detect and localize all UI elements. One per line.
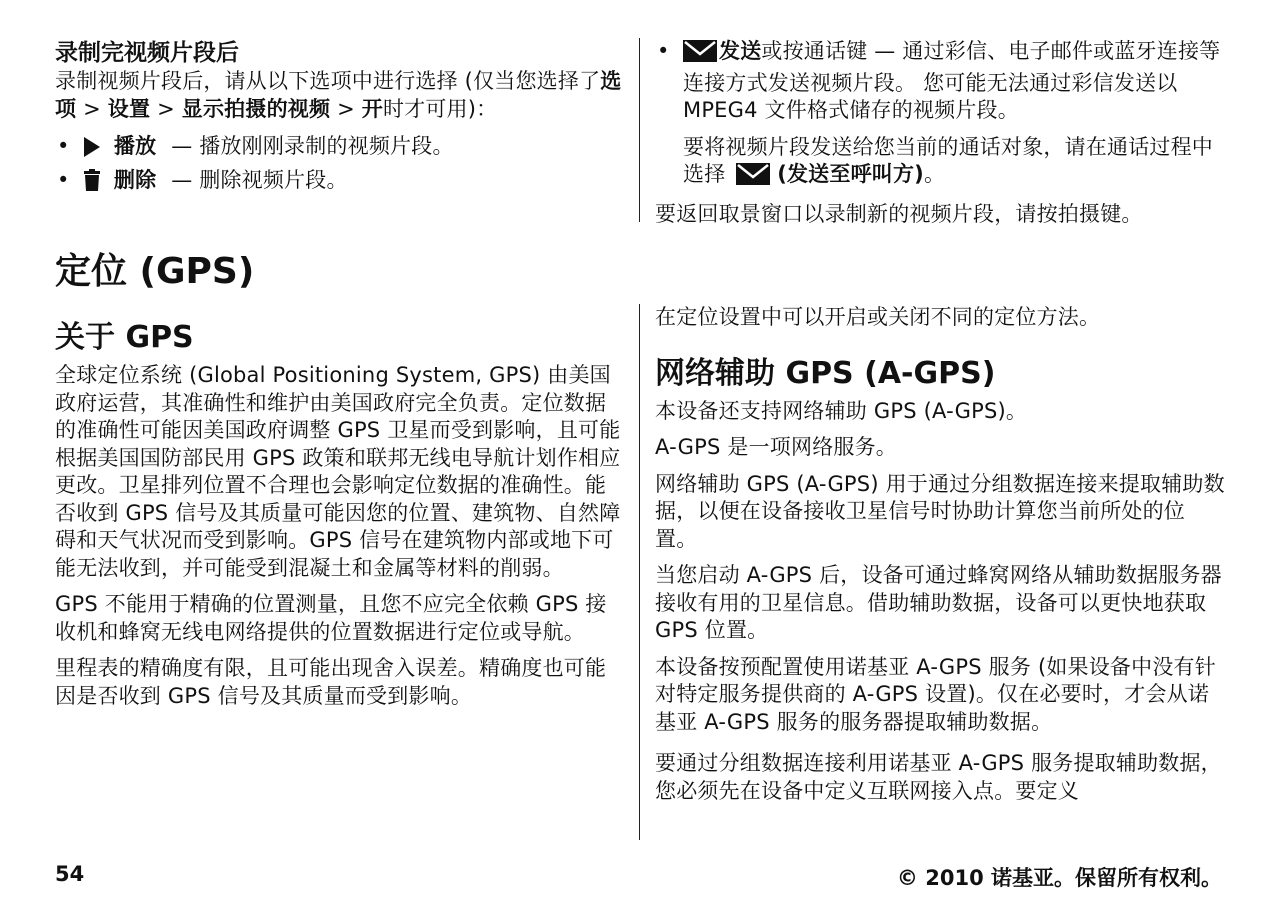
bullet: • (57, 167, 70, 192)
send-in-call-text (655, 134, 1227, 193)
paragraph: 网络辅助 GPS (A-GPS) 用于通过分组数据连接来提取辅助数据，以便在设备接收卫星信号时协助计算您当前所处的位置。 (655, 471, 1225, 551)
section-heading: 网络辅助 GPS (A-GPS) (655, 355, 996, 391)
delete-description: — 删除视频片段。 (171, 167, 348, 192)
path-on: 开 (361, 96, 383, 121)
call-end: 。 (923, 162, 946, 186)
path-separator: > (157, 96, 175, 121)
intro-part1: 录制视频片段后，请从以下选项中进行选择 (仅当您选择了 (55, 69, 601, 93)
play-label: 播放 (113, 134, 157, 158)
paragraph: 本设备按预配置使用诺基亚 A-GPS 服务 (如果设备中没有针对特定服务提供商的 A-GPS 设置)。仅在必要时，才会从诺基亚 A-GPS 服务的服务器提取辅助数据。 (655, 654, 1216, 734)
send-options-section (655, 38, 1227, 228)
call-part1: 要将视频片段发送给您当前的通话对象，请在通话过程中选择 (683, 134, 1213, 186)
list-item-delete (55, 167, 627, 199)
about-gps-section (55, 318, 627, 710)
play-description: — 播放刚刚录制的视频片段。 (171, 134, 454, 158)
path-settings: 设置 (107, 96, 151, 121)
envelope-icon (736, 163, 770, 193)
copyright: © 2010 诺基亚。保留所有权利。 (896, 866, 1222, 890)
return-text: 要返回取景窗口以录制新的视频片段，请按拍摄键。 (655, 201, 1143, 226)
delete-label: 删除 (113, 167, 157, 192)
paragraph: 本设备还支持网络辅助 GPS (A-GPS)。 (655, 398, 1028, 423)
paragraph: 全球定位系统 (Global Positioning System, GPS) 由美国政府运营，其准确性和维护由美国政府完全负责。定位数据的准确性可能因美国政府调整 GPS 卫星而受到影响，且可能根据美国国防部民用 GPS 政策和联邦无线电导航计划作相应更改。卫星排列位置不合理也会影响定位数据的准确性。能否收到 GPS 信号及其质量可能因您的位置、建筑物、自然障碍和天气状况而受到影响。GPS 信号在建筑物内部或地下可能无法收到，并可能受到混凝土和金属等材料的削弱。 (55, 363, 621, 580)
paragraph: 要通过分组数据连接利用诺基亚 A-GPS 服务提取辅助数据，您必须先在设备中定义互联网接入点。要定义 (655, 751, 1222, 803)
paragraph: 里程表的精确度有限，且可能出现舍入误差。精确度也可能因是否收到 GPS 信号及其质量而受到影响。 (55, 656, 607, 708)
path-separator: > (83, 96, 101, 121)
path-separator: > (337, 96, 355, 121)
page-number: 54 (55, 862, 85, 886)
paragraph: A-GPS 是一项网络服务。 (655, 435, 897, 459)
intro-part2: 时才可用)： (382, 96, 498, 121)
recording-options-section (55, 38, 627, 198)
intro-text (55, 68, 627, 123)
play-icon (83, 137, 101, 165)
page-title: 定位 (GPS) (55, 251, 255, 292)
column-divider (639, 38, 640, 222)
column-divider (639, 304, 640, 840)
bullet: • (657, 39, 670, 63)
bullet: • (57, 134, 70, 158)
paragraph: 当您启动 A-GPS 后，设备可通过蜂窝网络从辅助数据服务器接收有用的卫星信息。借助辅助数据，设备可以更快地获取 GPS 位置。 (655, 563, 1222, 642)
list-item-play (55, 133, 627, 165)
paragraph: GPS 不能用于精确的位置测量，且您不应完全依赖 GPS 接收机和蜂窝无线电网络提供的位置数据进行定位或导航。 (55, 592, 607, 644)
path-options: 选项 (55, 69, 622, 121)
envelope-icon (683, 40, 717, 70)
trash-icon (83, 169, 101, 199)
paragraph: 在定位设置中可以开启或关闭不同的定位方法。 (655, 305, 1101, 329)
section-heading: 关于 GPS (55, 320, 194, 355)
send-to-caller-label: (发送至呼叫方) (777, 162, 924, 186)
agps-section (655, 304, 1227, 805)
send-label: 发送 (719, 39, 762, 63)
section-heading: 录制完视频片段后 (55, 40, 239, 66)
path-show-video: 显示拍摄的视频 (181, 96, 331, 121)
list-item-send (655, 38, 1227, 125)
send-description: 或按通话键 — 通过彩信、电子邮件或蓝牙连接等连接方式发送视频片段。 您可能无法通过彩信发送以 MPEG4 文件格式储存的视频片段。 (683, 39, 1221, 122)
